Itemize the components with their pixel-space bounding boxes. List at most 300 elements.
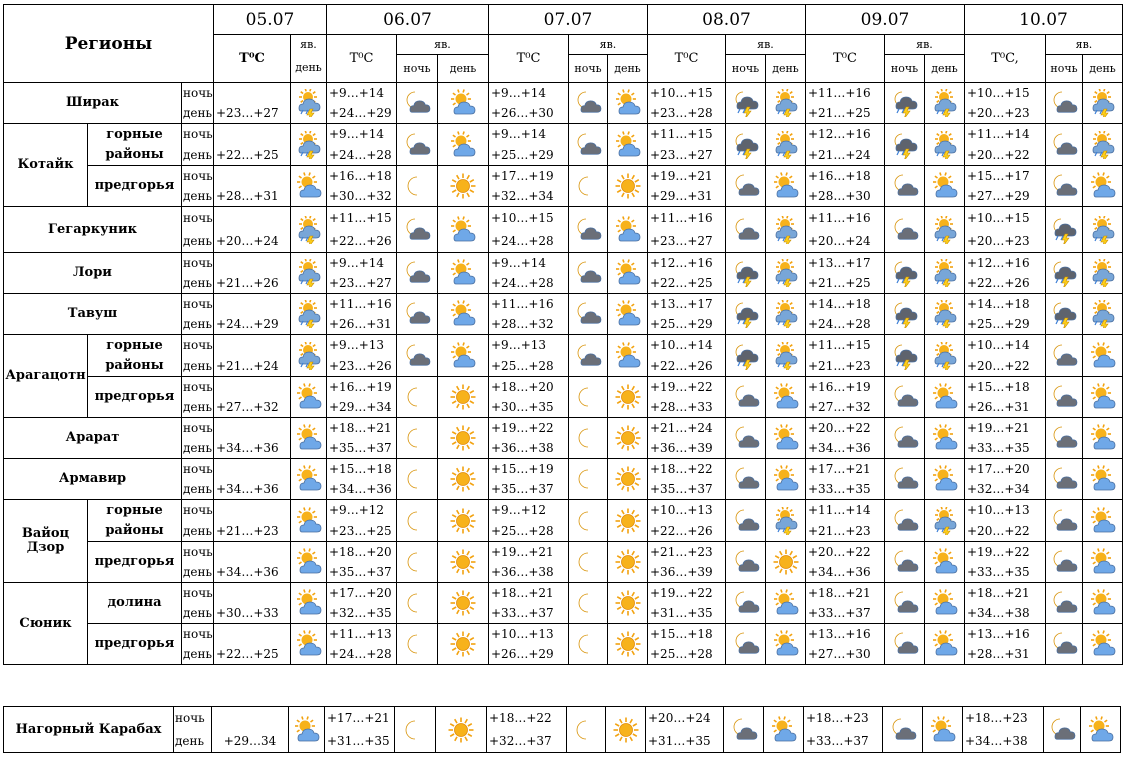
day-temp: +32…+37 xyxy=(487,730,567,753)
day-temp: +34…+36 xyxy=(806,438,885,459)
moon-cloud-icon xyxy=(1050,172,1078,200)
subregion-name: горные районы xyxy=(88,124,182,166)
sun-icon xyxy=(612,716,640,744)
night-weather xyxy=(569,124,608,166)
day-temp: +27…+29 xyxy=(965,186,1046,207)
moon-cloud-icon xyxy=(732,630,760,658)
day-temp: +33…+35 xyxy=(806,479,885,500)
night-temp: +15…+18 xyxy=(965,377,1046,398)
region-name: Арарат xyxy=(4,418,182,459)
day-temp: +27…+32 xyxy=(806,397,885,418)
night-weather xyxy=(397,294,438,335)
day-weather xyxy=(291,418,327,459)
day-temp: +27…+32 xyxy=(214,397,291,418)
day-temp: +29…34 xyxy=(212,730,289,753)
day-temp: +26…+31 xyxy=(965,397,1046,418)
moon-cloud-icon xyxy=(891,383,919,411)
day-temp: +20…+24 xyxy=(214,230,291,253)
day-temp: +26…+30 xyxy=(489,103,569,124)
day-temp: +29…+34 xyxy=(327,397,397,418)
night-temp: +14…+18 xyxy=(806,294,885,315)
day-weather xyxy=(925,335,965,377)
table-row xyxy=(4,707,1121,730)
night-temp: +9…+14 xyxy=(327,124,397,145)
day-weather xyxy=(608,253,648,294)
night-weather xyxy=(569,83,608,124)
day-temp: +34…+36 xyxy=(327,479,397,500)
moon-cloud-icon xyxy=(574,131,602,159)
night-weather xyxy=(569,377,608,418)
night-temp: +12…+16 xyxy=(965,253,1046,274)
day-temp: +30…+33 xyxy=(214,603,291,624)
day-temp: +23…+28 xyxy=(648,103,726,124)
thunderstorm-day-icon xyxy=(772,342,800,370)
region-name: Сюник xyxy=(4,583,88,665)
night-weather xyxy=(569,418,608,459)
night-weather xyxy=(397,207,438,253)
partly-cloudy-day-icon xyxy=(931,589,959,617)
moon-cloud-icon xyxy=(891,424,919,452)
partly-cloudy-day-icon xyxy=(1089,342,1117,370)
day-temp: +34…+38 xyxy=(963,730,1044,753)
day-weather xyxy=(925,294,965,335)
day-label: день xyxy=(182,314,214,335)
night-temp: +18…+22 xyxy=(487,707,567,730)
partly-cloudy-day-icon xyxy=(614,89,642,117)
moon-cloud-icon xyxy=(891,630,919,658)
night-temp: +13…+16 xyxy=(965,624,1046,645)
moon-cloud-icon xyxy=(574,300,602,328)
day-weather xyxy=(764,707,804,753)
day-header: день xyxy=(1083,55,1123,83)
temp-header: T⁰C xyxy=(489,35,569,83)
moon-icon xyxy=(403,507,431,535)
sun-icon xyxy=(614,465,642,493)
day-temp: +23…+26 xyxy=(327,356,397,377)
day-weather xyxy=(925,542,965,583)
table-row xyxy=(4,624,1123,645)
day-weather xyxy=(608,207,648,253)
table-row xyxy=(4,294,1123,315)
thunderstorm-day-icon xyxy=(931,507,959,535)
day-weather xyxy=(438,459,489,500)
day-weather xyxy=(766,542,806,583)
sun-icon xyxy=(614,507,642,535)
day-weather xyxy=(1083,377,1123,418)
day-weather xyxy=(766,377,806,418)
day-temp: +23…+27 xyxy=(214,103,291,124)
night-weather xyxy=(885,500,925,542)
sun-icon xyxy=(614,424,642,452)
day-temp: +34…+36 xyxy=(214,479,291,500)
day-weather xyxy=(766,459,806,500)
day-temp: +23…+27 xyxy=(327,273,397,294)
moon-icon xyxy=(403,424,431,452)
day-weather xyxy=(1083,294,1123,335)
moon-cloud-icon xyxy=(732,172,760,200)
night-weather xyxy=(397,418,438,459)
night-weather xyxy=(397,83,438,124)
day-weather xyxy=(608,377,648,418)
sun-icon xyxy=(614,383,642,411)
day-temp: +22…+26 xyxy=(648,521,726,542)
day-header: день xyxy=(608,55,648,83)
night-temp: +16…+18 xyxy=(327,166,397,187)
day-temp: +20…+23 xyxy=(965,230,1046,253)
phenomena-header: яв. xyxy=(1046,35,1123,55)
day-label: день xyxy=(182,230,214,253)
night-thunderstorm-icon xyxy=(891,342,919,370)
partly-cloudy-day-icon xyxy=(295,465,323,493)
night-weather xyxy=(726,83,766,124)
partly-cloudy-day-icon xyxy=(929,716,957,744)
thunderstorm-day-icon xyxy=(1089,216,1117,244)
thunderstorm-day-icon xyxy=(931,89,959,117)
moon-icon xyxy=(403,465,431,493)
night-weather xyxy=(1046,583,1083,624)
night-weather xyxy=(724,707,764,753)
night-temp: +19…+22 xyxy=(489,418,569,439)
region-name: Котайк xyxy=(4,124,88,207)
day-weather xyxy=(766,294,806,335)
night-weather xyxy=(1046,418,1083,459)
moon-cloud-icon xyxy=(732,383,760,411)
date-header: 08.07 xyxy=(648,5,806,35)
partly-cloudy-day-icon xyxy=(772,465,800,493)
day-weather xyxy=(925,253,965,294)
moon-cloud-icon xyxy=(574,259,602,287)
day-temp: +22…+25 xyxy=(214,145,291,166)
day-weather xyxy=(925,459,965,500)
day-weather xyxy=(766,124,806,166)
moon-cloud-icon xyxy=(1050,424,1078,452)
night-weather xyxy=(569,500,608,542)
day-weather xyxy=(436,707,487,753)
moon-icon xyxy=(403,383,431,411)
day-temp: +21…+24 xyxy=(806,145,885,166)
day-temp: +25…+29 xyxy=(489,145,569,166)
day-weather xyxy=(1083,166,1123,207)
night-weather xyxy=(885,294,925,335)
partly-cloudy-day-icon xyxy=(449,131,477,159)
partly-cloudy-day-icon xyxy=(295,507,323,535)
sun-icon xyxy=(447,716,475,744)
night-weather xyxy=(885,124,925,166)
night-label: ночь xyxy=(182,294,214,315)
partly-cloudy-day-icon xyxy=(614,342,642,370)
day-temp: +24…+28 xyxy=(806,314,885,335)
day-temp: +36…+38 xyxy=(489,438,569,459)
day-weather xyxy=(1081,707,1121,753)
day-label: день xyxy=(182,145,214,166)
night-temp: +11…+16 xyxy=(806,83,885,104)
day-weather xyxy=(608,294,648,335)
partly-cloudy-day-icon xyxy=(772,589,800,617)
night-weather xyxy=(1046,83,1083,124)
day-temp: +34…+36 xyxy=(214,562,291,583)
subregion-name: предгорья xyxy=(88,166,182,207)
partly-cloudy-day-icon xyxy=(1089,465,1117,493)
night-weather xyxy=(1046,624,1083,665)
night-weather xyxy=(726,500,766,542)
region-name: Армавир xyxy=(4,459,182,500)
day-weather xyxy=(1083,583,1123,624)
thunderstorm-day-icon xyxy=(772,259,800,287)
day-weather xyxy=(766,335,806,377)
moon-cloud-icon xyxy=(1050,465,1078,493)
table-row xyxy=(4,418,1123,439)
day-label: день xyxy=(182,397,214,418)
night-temp: +13…+17 xyxy=(806,253,885,274)
night-weather xyxy=(1046,335,1083,377)
night-thunderstorm-icon xyxy=(732,131,760,159)
partly-cloudy-day-icon xyxy=(931,172,959,200)
day-temp: +24…+28 xyxy=(327,145,397,166)
partly-cloudy-day-icon xyxy=(295,589,323,617)
day-weather xyxy=(291,294,327,335)
day-temp: +20…+22 xyxy=(965,521,1046,542)
night-weather xyxy=(1046,253,1083,294)
night-temp: +13…+16 xyxy=(806,624,885,645)
night-label: ночь xyxy=(182,166,214,187)
night-temp: +11…+16 xyxy=(806,207,885,230)
night-weather xyxy=(726,624,766,665)
night-weather xyxy=(395,707,436,753)
night-weather xyxy=(569,624,608,665)
day-weather xyxy=(291,583,327,624)
night-thunderstorm-icon xyxy=(1050,259,1078,287)
moon-icon xyxy=(401,716,429,744)
night-label: ночь xyxy=(182,583,214,604)
night-weather xyxy=(726,542,766,583)
day-label: день xyxy=(182,103,214,124)
night-temp: +11…+15 xyxy=(327,207,397,230)
moon-cloud-icon xyxy=(403,216,431,244)
night-label: ночь xyxy=(182,335,214,356)
moon-cloud-icon xyxy=(732,216,760,244)
night-weather xyxy=(726,377,766,418)
sun-icon xyxy=(614,589,642,617)
day-temp: +21…+25 xyxy=(806,103,885,124)
moon-cloud-icon xyxy=(1050,89,1078,117)
day-label: день xyxy=(182,644,214,665)
night-weather xyxy=(1046,124,1083,166)
day-temp: +25…+28 xyxy=(489,356,569,377)
day-label: день xyxy=(182,273,214,294)
night-thunderstorm-icon xyxy=(891,131,919,159)
day-weather xyxy=(608,459,648,500)
day-weather xyxy=(291,124,327,166)
partly-cloudy-day-icon xyxy=(614,259,642,287)
sun-icon xyxy=(449,172,477,200)
sun-icon xyxy=(449,465,477,493)
partly-cloudy-day-icon xyxy=(449,259,477,287)
moon-cloud-icon xyxy=(891,507,919,535)
night-weather xyxy=(397,124,438,166)
night-weather xyxy=(397,624,438,665)
day-label: день xyxy=(182,186,214,207)
day-temp: +31…+35 xyxy=(325,730,395,753)
night-temp: +9…+12 xyxy=(327,500,397,521)
day-temp: +21…+23 xyxy=(806,521,885,542)
day-weather xyxy=(766,253,806,294)
sun-icon xyxy=(449,630,477,658)
night-weather xyxy=(569,542,608,583)
moon-cloud-icon xyxy=(574,342,602,370)
day-temp: +32…+35 xyxy=(327,603,397,624)
night-temp: +11…+16 xyxy=(648,207,726,230)
moon-cloud-icon xyxy=(1050,589,1078,617)
night-temp: +16…+19 xyxy=(806,377,885,398)
night-weather xyxy=(726,124,766,166)
day-temp: +21…+23 xyxy=(806,356,885,377)
night-weather xyxy=(397,459,438,500)
table-row xyxy=(4,459,1123,480)
night-thunderstorm-icon xyxy=(732,342,760,370)
day-temp: +25…+28 xyxy=(489,521,569,542)
partly-cloudy-day-icon xyxy=(931,548,959,576)
temp-header: T⁰C xyxy=(648,35,726,83)
night-temp: +9…+13 xyxy=(489,335,569,356)
moon-icon xyxy=(403,172,431,200)
day-temp: +28…+32 xyxy=(489,314,569,335)
moon-cloud-icon xyxy=(891,589,919,617)
day-weather xyxy=(608,542,648,583)
night-temp: +9…+13 xyxy=(327,335,397,356)
day-weather xyxy=(925,377,965,418)
night-weather xyxy=(885,207,925,253)
night-weather xyxy=(397,583,438,624)
phenomena-header: яв. xyxy=(291,35,327,55)
night-weather xyxy=(1046,500,1083,542)
partly-cloudy-day-icon xyxy=(449,300,477,328)
subregion-name: горные районы xyxy=(88,335,182,377)
day-weather xyxy=(1083,83,1123,124)
day-temp: +30…+32 xyxy=(327,186,397,207)
phenomena-header: яв. xyxy=(885,35,965,55)
day-weather xyxy=(608,335,648,377)
day-temp: +36…+39 xyxy=(648,438,726,459)
table-row xyxy=(4,253,1123,274)
day-weather xyxy=(438,583,489,624)
day-header: день xyxy=(291,55,327,83)
moon-cloud-icon xyxy=(403,89,431,117)
day-weather xyxy=(1083,335,1123,377)
night-label: ночь xyxy=(182,418,214,439)
night-temp: +20…+24 xyxy=(646,707,724,730)
moon-cloud-icon xyxy=(889,716,917,744)
night-weather xyxy=(1046,459,1083,500)
day-weather xyxy=(925,500,965,542)
day-label: день xyxy=(182,438,214,459)
moon-icon xyxy=(403,589,431,617)
day-weather xyxy=(925,83,965,124)
day-weather xyxy=(766,166,806,207)
day-label: день xyxy=(182,562,214,583)
day-temp: +33…+35 xyxy=(965,438,1046,459)
partly-cloudy-day-icon xyxy=(1087,716,1115,744)
night-weather xyxy=(397,335,438,377)
day-weather xyxy=(291,377,327,418)
night-temp: +18…+21 xyxy=(327,418,397,439)
regions-header: Регионы xyxy=(4,5,214,83)
night-temp: +10…+15 xyxy=(648,83,726,104)
partly-cloudy-day-icon xyxy=(449,342,477,370)
day-temp: +22…+26 xyxy=(648,356,726,377)
day-temp: +31…+35 xyxy=(646,730,724,753)
night-temp: +10…+13 xyxy=(489,624,569,645)
moon-icon xyxy=(574,465,602,493)
day-temp: +32…+34 xyxy=(489,186,569,207)
thunderstorm-day-icon xyxy=(772,216,800,244)
day-weather xyxy=(766,583,806,624)
moon-icon xyxy=(574,383,602,411)
night-weather xyxy=(569,253,608,294)
day-weather xyxy=(438,294,489,335)
night-weather xyxy=(569,166,608,207)
night-temp: +14…+18 xyxy=(965,294,1046,315)
night-weather xyxy=(726,583,766,624)
day-temp: +28…+33 xyxy=(648,397,726,418)
thunderstorm-day-icon xyxy=(1089,300,1117,328)
night-label: ночь xyxy=(174,707,212,730)
day-temp: +35…+37 xyxy=(489,479,569,500)
night-temp: +15…+18 xyxy=(327,459,397,480)
subregion-name: предгорья xyxy=(88,377,182,418)
night-temp: +16…+19 xyxy=(327,377,397,398)
night-weather xyxy=(569,335,608,377)
day-temp: +24…+28 xyxy=(489,230,569,253)
moon-icon xyxy=(574,548,602,576)
day-temp: +24…+29 xyxy=(214,314,291,335)
day-header: день xyxy=(438,55,489,83)
night-weather xyxy=(885,542,925,583)
night-temp: +12…+16 xyxy=(648,253,726,274)
night-weather xyxy=(1044,707,1081,753)
partly-cloudy-day-icon xyxy=(295,424,323,452)
night-weather xyxy=(569,207,608,253)
day-label: день xyxy=(182,603,214,624)
thunderstorm-day-icon xyxy=(772,507,800,535)
day-weather xyxy=(925,124,965,166)
day-weather xyxy=(1083,459,1123,500)
day-weather xyxy=(608,624,648,665)
thunderstorm-day-icon xyxy=(931,300,959,328)
night-weather xyxy=(397,166,438,207)
night-temp: +18…+21 xyxy=(965,583,1046,604)
temp-header: T⁰C xyxy=(327,35,397,83)
night-weather xyxy=(885,624,925,665)
day-weather xyxy=(766,83,806,124)
night-temp: +11…+14 xyxy=(806,500,885,521)
day-header: день xyxy=(925,55,965,83)
night-temp: +9…+12 xyxy=(489,500,569,521)
subregion-name: долина xyxy=(88,583,182,624)
day-label: день xyxy=(182,356,214,377)
day-temp: +35…+37 xyxy=(648,479,726,500)
moon-icon xyxy=(574,424,602,452)
thunderstorm-day-icon xyxy=(1089,89,1117,117)
moon-cloud-icon xyxy=(732,507,760,535)
thunderstorm-day-icon xyxy=(1089,259,1117,287)
night-temp: +19…+22 xyxy=(965,542,1046,563)
moon-icon xyxy=(574,507,602,535)
subregion-name: предгорья xyxy=(88,624,182,665)
night-temp: +11…+13 xyxy=(327,624,397,645)
thunderstorm-day-icon xyxy=(295,259,323,287)
night-temp: +9…+14 xyxy=(489,253,569,274)
moon-cloud-icon xyxy=(891,548,919,576)
